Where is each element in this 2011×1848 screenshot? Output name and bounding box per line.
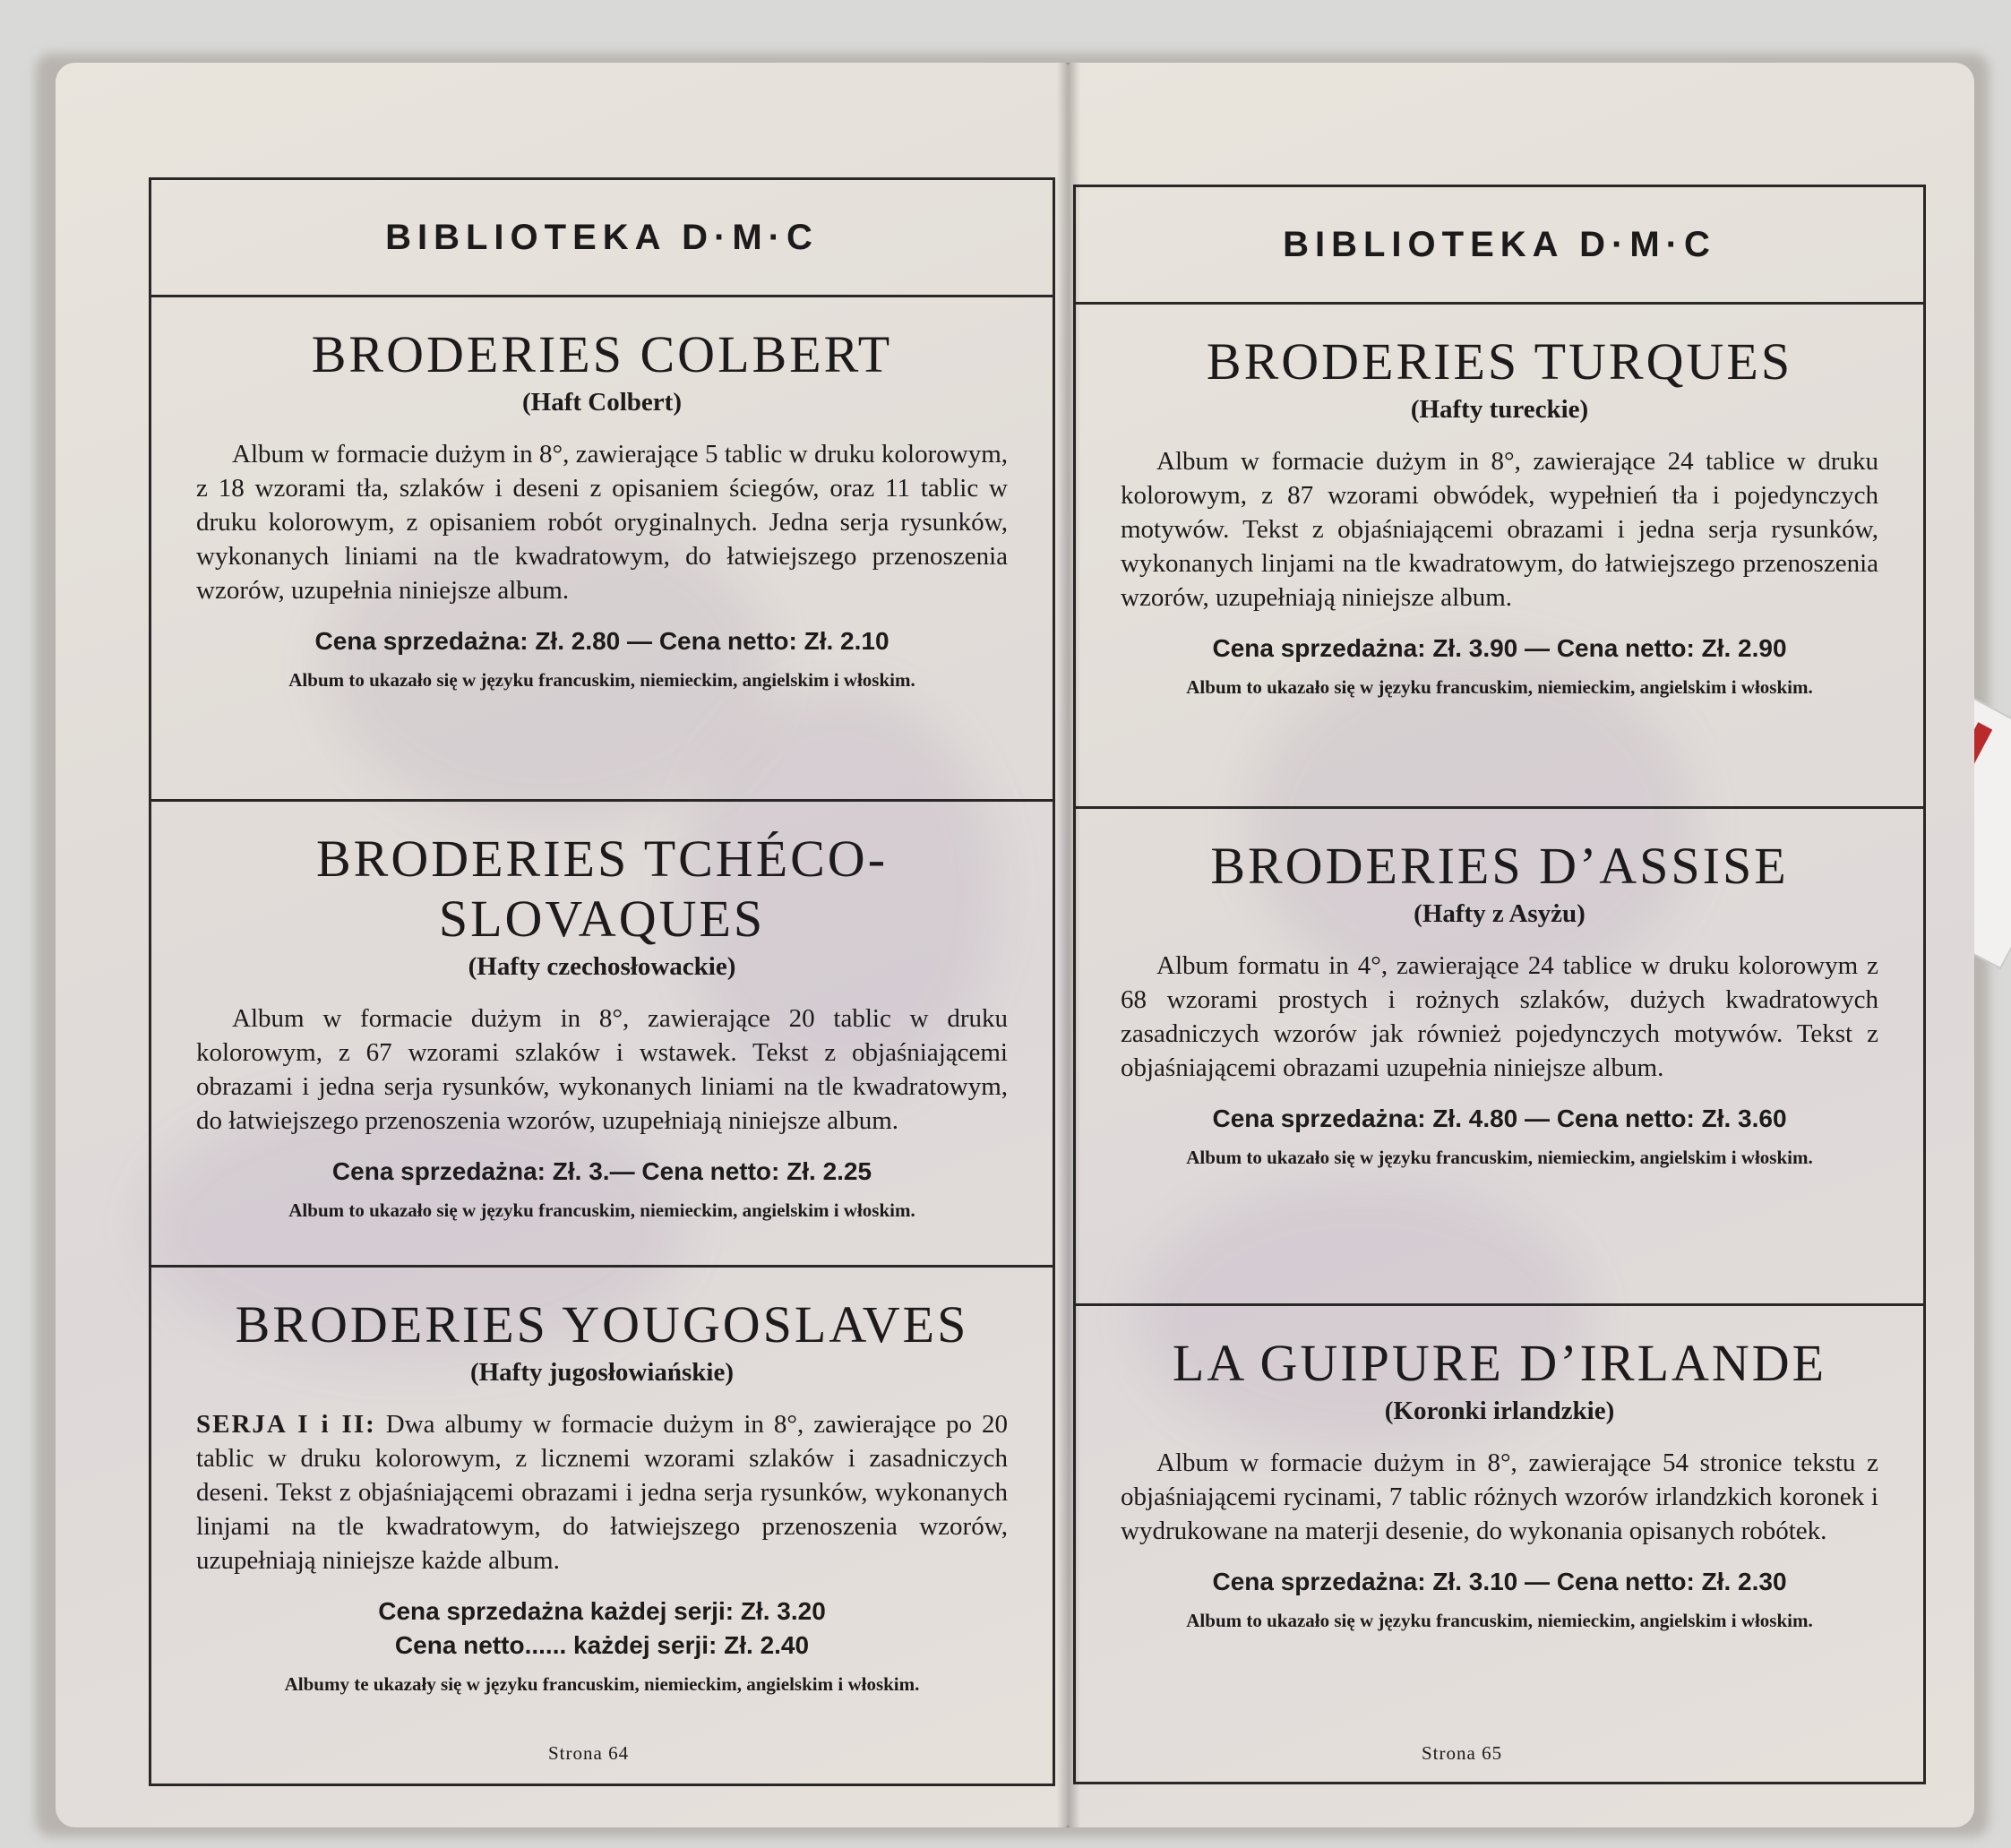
right-header — [1076, 187, 1923, 305]
left-header — [151, 180, 1053, 297]
section-guipure-irlande — [1076, 1306, 1923, 1632]
section-body: Album w formacie dużym in 8°, zawierające 24 tablice w druku kolorowym, z 87 wzorami obwódek, wypełnień tła i pojedynczych motywów. Tekst z objaśniającemi obrazami i jedna serja rysunków, wykonanych linjami na tle kwadratowym, do łatwiejszego przenoszenia wzorów, uzupełniają niniejsze album. — [1121, 447, 1878, 612]
section-title: BRODERIES D’ASSISE — [1210, 837, 1789, 895]
section-turques — [1076, 305, 1923, 809]
section-price: Cena sprzedażna każdej serji: Zł. 3.20 — [378, 1597, 826, 1625]
section-assise — [1076, 809, 1923, 1306]
section-subtitle: (Hafty jugosłowiańskie) — [469, 1358, 735, 1387]
right-frame — [1073, 185, 1926, 1784]
section-body: Dwa albumy w formacie dużym in 8°, zawierające po 20 tablic w druku kolorowym, z licznemi wzorami szlaków i zasadniczych deseni. Tekst z objaśniającemi obrazami i jedna serja rysunków, wykonanych linjami na tle kwadratowym, do łatwiejszego przenoszenia wzorów, uzupełniają niniejsze każde album. — [196, 1410, 1008, 1575]
page-number: Strona 64 — [548, 1742, 630, 1764]
section-body-wrap — [196, 1407, 1008, 1577]
section-title: BRODERIES TCHÉCO-SLOVAQUES — [315, 829, 889, 948]
section-price: Cena sprzedażna: Zł. 4.80 — Cena netto: Zł. 3.60 — [1212, 1105, 1787, 1132]
section-body: Album w formacie dużym in 8°, zawierające 20 tablic w druku kolorowym, z 67 wzorami szlaków i wstawek. Tekst z objaśniającemi obrazami i jedna serja rysunków, wykonanych liniami na tle kwadratowym, do łatwiejszego przenoszenia wzorów, uzupełniają niniejsze album. — [196, 1004, 1008, 1135]
section-subtitle: (Koronki irlandzkie) — [1384, 1397, 1615, 1425]
section-note: Album to ukazało się w języku francuskim, niemieckim, angielskim i włoskim. — [288, 669, 915, 691]
section-price: Cena sprzedażna: Zł. 3.10 — Cena netto: Zł. 2.30 — [1212, 1568, 1787, 1595]
section-body: Album w formacie dużym in 8°, zawierające 54 stronice tekstu z objaśniającemi rycinami, 7 tablic różnych wzorów irlandzkich koronek i wydrukowane na materji desenie, do wykonania opisanych robótek. — [1121, 1448, 1878, 1545]
page-number: Strona 65 — [1422, 1742, 1503, 1764]
section-colbert — [151, 297, 1053, 802]
header-title: BIBLIOTEKA D·M·C — [385, 217, 819, 257]
section-subtitle: (Hafty czechosłowackie) — [468, 952, 736, 981]
left-frame — [149, 177, 1055, 1786]
section-title: LA GUIPURE D’IRLANDE — [1172, 1334, 1827, 1392]
header-title: BIBLIOTEKA D·M·C — [1283, 224, 1716, 264]
section-tcheco-slovaques — [151, 802, 1053, 1268]
section-body: Album formatu in 4°, zawierające 24 tablice w druku kolorowym z 68 wzorami prostych i rożnych szlaków, dużych kwadratowych zasadniczych wzorów jak również pojedynczych motywów. Tekst z objaśniającemi obrazami uzupełnia niniejsze album. — [1121, 951, 1878, 1082]
left-page — [56, 63, 1068, 1827]
right-page — [1068, 63, 1974, 1827]
section-price: Cena sprzedażna: Zł. 2.80 — Cena netto: Zł. 2.10 — [314, 627, 889, 655]
section-price: Cena sprzedażna: Zł. 3.90 — Cena netto: Zł. 2.90 — [1212, 634, 1787, 662]
section-note: Album to ukazało się w języku francuskim, niemieckim, angielskim i włoskim. — [1186, 1147, 1813, 1168]
section-title: BRODERIES TURQUES — [1206, 332, 1793, 391]
section-note: Albumy te ukazały się w języku francuskim, niemieckim, angielskim i włoskim. — [284, 1673, 920, 1695]
book-gutter — [1057, 63, 1080, 1827]
section-note: Album to ukazało się w języku francuskim, niemieckim, angielskim i włoskim. — [1186, 676, 1813, 698]
section-price: Cena sprzedażna: Zł. 3.— Cena netto: Zł. 2.25 — [331, 1157, 872, 1185]
serja-label: SERJA I i II: — [196, 1410, 376, 1439]
section-note: Album to ukazało się w języku francuskim, niemieckim, angielskim i włoskim. — [1186, 1610, 1813, 1631]
section-subtitle: (Hafty tureckie) — [1410, 395, 1589, 424]
section-note: Album to ukazało się w języku francuskim, niemieckim, angielskim i włoskim. — [288, 1199, 915, 1221]
section-title: BRODERIES YOUGOSLAVES — [235, 1295, 969, 1354]
section-price-netto: Cena netto...... każdej serji: Zł. 2.40 — [394, 1631, 810, 1659]
section-title: BRODERIES COLBERT — [311, 325, 893, 383]
section-body: Album w formacie dużym in 8°, zawierające 5 tablic w druku kolorowym, z 18 wzorami tła, szlaków i deseni z opisaniem ściegów, oraz 11 tablic w druku kolorowym, z opisaniem robót oryginalnych. Jedna serja rysunków, wykonanych liniami na tle kwadratowym, do łatwiejszego przenoszenia wzorów, uzupełnia niniejsze album. — [196, 440, 1008, 605]
section-yougoslaves — [151, 1268, 1053, 1696]
section-subtitle: (Hafty z Asyżu) — [1414, 899, 1586, 928]
section-subtitle: (Haft Colbert) — [522, 388, 682, 417]
